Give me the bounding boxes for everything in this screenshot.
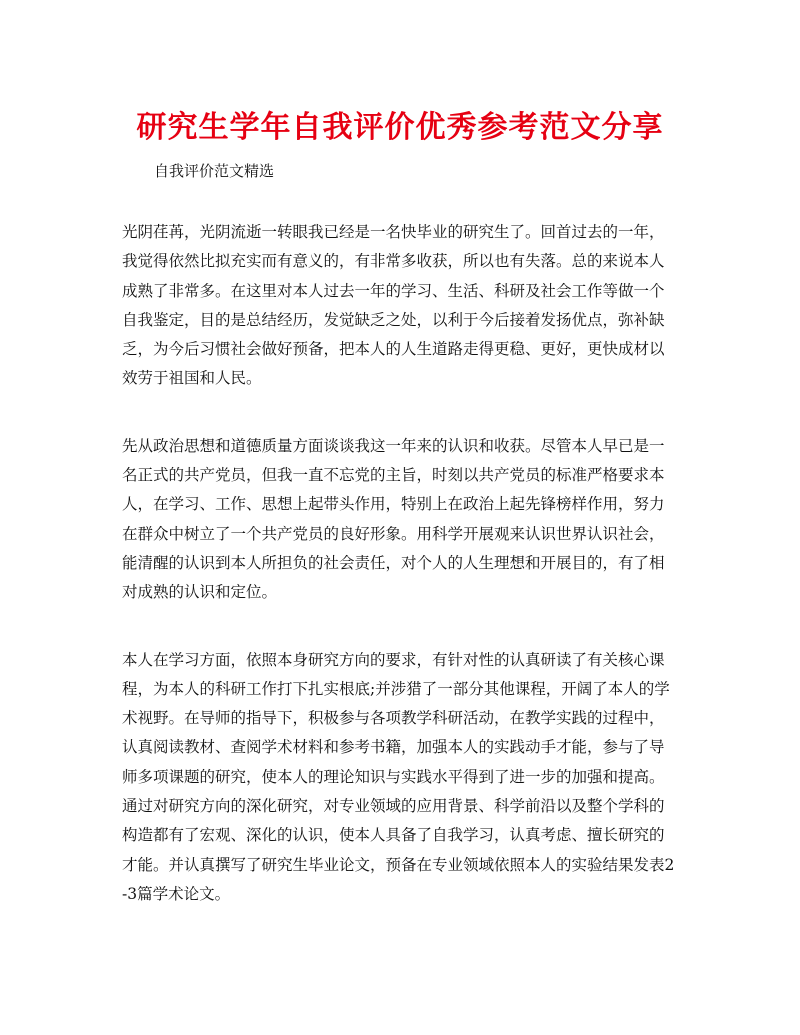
paragraph-line: 对成熟的认识和定位。 — [122, 583, 278, 602]
paragraph — [122, 432, 682, 608]
paragraph-line: 效劳于祖国和人民。 — [122, 369, 262, 388]
document-subtitle: 自我评价范文精选 — [154, 162, 275, 180]
paragraph-line: -3篇学术论文。 — [122, 884, 231, 903]
document-title: 研究生学年自我评价优秀参考范文分享 — [136, 110, 664, 145]
paragraph-line: 先从政治思想和道德质量方面谈谈我这一年来的认识和收获。尽管本人早已是一 — [122, 436, 665, 455]
document-body — [122, 218, 682, 947]
paragraph-line: 程，为本人的科研工作打下扎实根底;并涉猎了一部分其他课程，开阔了本人的学 — [122, 679, 670, 698]
paragraph — [122, 218, 682, 394]
paragraph-line: 我觉得依然比拟充实而有意义的，有非常多收获，所以也有失落。总的来说本人 — [122, 252, 665, 271]
paragraph-line: 本人在学习方面，依照本身研究方向的要求，有针对性的认真研读了有关核心课 — [122, 650, 665, 669]
paragraph-line: 成熟了非常多。在这里对本人过去一年的学习、生活、科研及社会工作等做一个 — [122, 281, 665, 300]
paragraph-line: 光阴荏苒，光阴流逝一转眼我已经是一名快毕业的研究生了。回首过去的一年， — [122, 223, 665, 241]
paragraph — [122, 646, 682, 910]
paragraph-line: 名正式的共产党员，但我一直不忘党的主旨，时刻以共产党员的标准严格要求本 — [122, 466, 665, 485]
paragraph-line: 认真阅读教材、查阅学术材料和参考书籍，加强本人的实践动手才能，参与了导 — [122, 738, 665, 757]
paragraph-line: 乏，为今后习惯社会做好预备，把本人的人生道路走得更稳、更好，更快成材以 — [122, 340, 665, 359]
paragraph-line: 师多项课题的研究，使本人的理论知识与实践水平得到了进一步的加强和提高。 — [122, 767, 665, 786]
paragraph-line: 能清醒的认识到本人所担负的社会责任，对个人的人生理想和开展目的，有了相 — [122, 553, 665, 572]
paragraph-line: 术视野。在导师的指导下，积极参与各项教学科研活动，在教学实践的过程中， — [122, 709, 665, 728]
paragraph-line: 构造都有了宏观、深化的认识，使本人具备了自我学习，认真考虑、擅长研究的 — [122, 826, 665, 845]
paragraph-line: 人，在学习、工作、思想上起带头作用，特别上在政治上起先锋榜样作用，努力 — [122, 495, 665, 514]
paragraph-line: 通过对研究方向的深化研究，对专业领域的应用背景、科学前沿以及整个学科的 — [122, 797, 665, 816]
paragraph-line: 才能。并认真撰写了研究生毕业论文，预备在专业领域依照本人的实验结果发表2 — [122, 855, 675, 874]
paragraph-line: 在群众中树立了一个共产党员的良好形象。用科学开展观来认识世界认识社会， — [122, 524, 665, 543]
paragraph-line: 自我鉴定，目的是总结经历，发觉缺乏之处，以利于今后接着发扬优点，弥补缺 — [122, 310, 665, 329]
